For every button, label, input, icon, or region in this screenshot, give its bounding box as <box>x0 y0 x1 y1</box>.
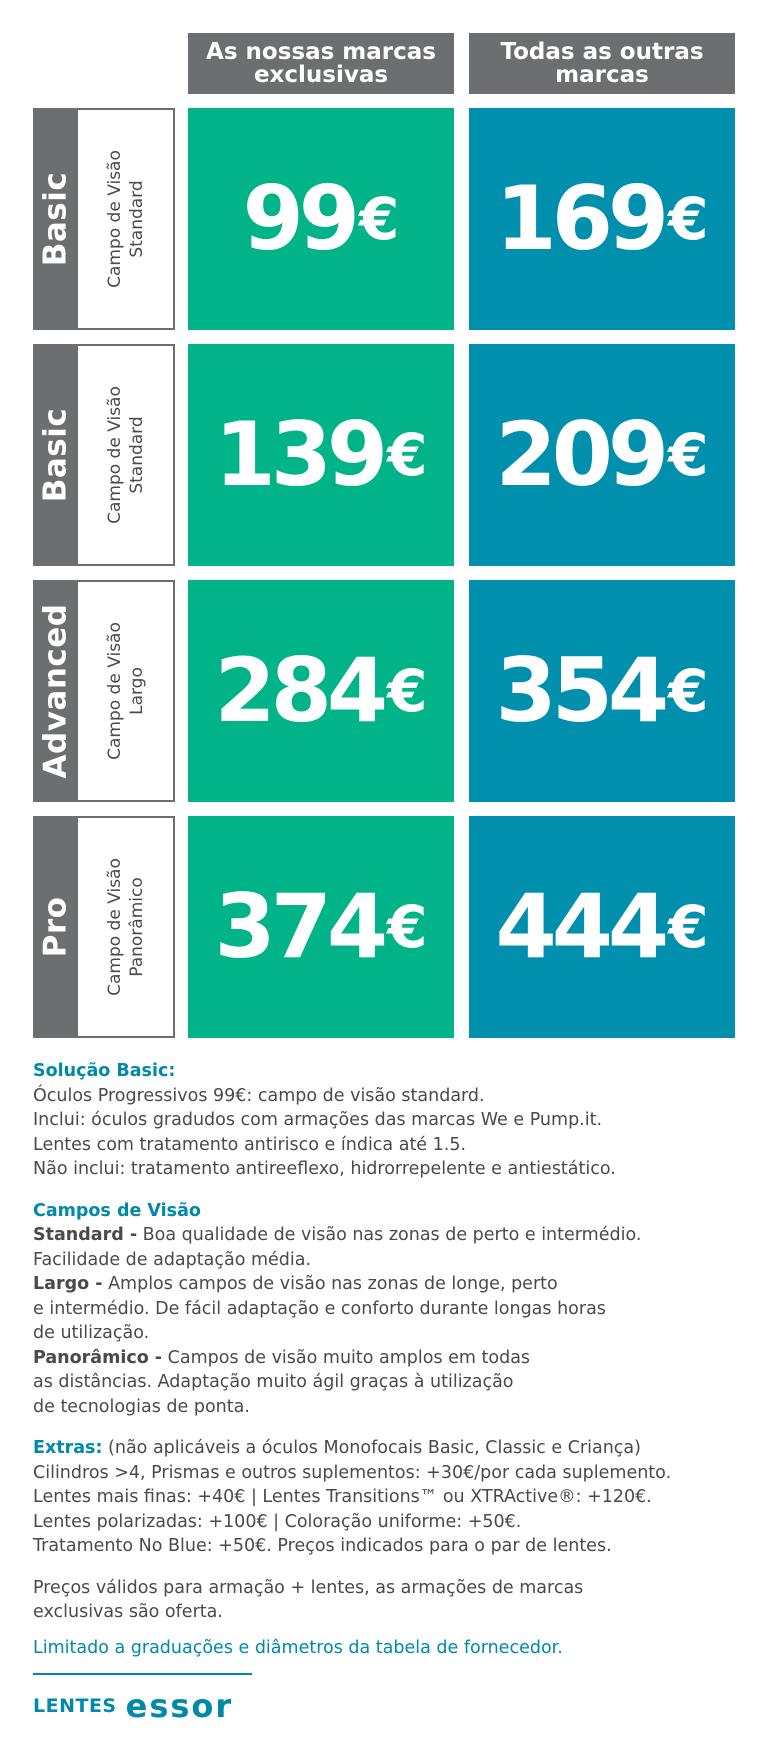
field-label <box>78 816 175 1038</box>
price-other <box>469 108 735 330</box>
header-other-line2: marcas <box>555 61 649 88</box>
logo-brand: essor <box>125 1687 234 1725</box>
price-value: 99 <box>242 167 356 270</box>
header-other-line1: Todas as outras <box>500 38 704 65</box>
largo-text-2: e intermédio. De fácil adaptação e conforto durante longas horas <box>33 1298 606 1319</box>
field-line1: Campo de Visão <box>104 150 125 288</box>
pano-text-3: de tecnologias de ponta. <box>33 1396 250 1417</box>
extras-text <box>33 1436 743 1461</box>
price-value: 354 <box>495 639 665 742</box>
basic-line: Lentes com tratamento antirisco e índica até 1.5. <box>33 1134 467 1155</box>
price-value: 444 <box>495 875 665 978</box>
currency-symbol: € <box>668 657 709 725</box>
notes-section <box>33 1059 743 1660</box>
price-row-basic-1 <box>33 108 736 330</box>
field-line2: Panorâmico <box>126 877 147 977</box>
basic-line: Não inclui: tratamento antireeflexo, hidrorrepelente e antiestático. <box>33 1159 616 1179</box>
largo-text-3: de utilização. <box>33 1323 150 1343</box>
tier-label <box>33 108 78 330</box>
price-exclusive <box>188 816 454 1038</box>
campos-title: Campos de Visão <box>33 1200 201 1221</box>
price-exclusive <box>188 580 454 802</box>
price-other <box>469 816 735 1038</box>
currency-symbol: € <box>668 893 709 961</box>
extras-line: Lentes polarizadas: +100€ | Coloração uniforme: +50€. <box>33 1511 522 1532</box>
price-row-advanced <box>33 580 736 802</box>
basic-line: Inclui: óculos gradudos com armações das marcas We e Pump.it. <box>33 1110 603 1130</box>
currency-symbol: € <box>387 893 428 961</box>
standard-desc: Boa qualidade de visão nas zonas de perto e intermédio. <box>137 1225 642 1245</box>
tier-label <box>33 344 78 566</box>
header-exclusive-line2: exclusivas <box>253 61 389 88</box>
price-value: 284 <box>214 639 384 742</box>
extras-line: Cilindros >4, Prismas e outros suplementos: +30€/por cada suplemento. <box>33 1462 672 1483</box>
tier-label <box>33 816 78 1038</box>
currency-symbol: € <box>359 185 400 253</box>
field-label <box>78 580 175 802</box>
validity-line: exclusivas são oferta. <box>33 1602 223 1622</box>
largo-text <box>33 1272 743 1297</box>
pano-text-2: as distâncias. Adaptação muito ágil graças à utilização <box>33 1372 514 1392</box>
price-row-basic-2 <box>33 344 736 566</box>
field-line2: Standard <box>126 416 147 494</box>
header-exclusive-line1: As nossas marcas <box>206 38 436 65</box>
field-label <box>78 344 175 566</box>
standard-text-2: Facilidade de adaptação média. <box>33 1249 312 1270</box>
tier-text: Basic <box>37 407 74 503</box>
brand-logo <box>33 1687 233 1725</box>
standard-label: Standard - <box>33 1225 138 1245</box>
price-value: 374 <box>214 875 384 978</box>
price-value: 209 <box>495 403 665 506</box>
logo-prefix: LENTES <box>33 1695 117 1717</box>
divider <box>33 1673 252 1675</box>
currency-symbol: € <box>387 421 428 489</box>
price-row-pro <box>33 816 736 1038</box>
field-line2: Standard <box>126 180 147 258</box>
extras-label: Extras: <box>33 1438 103 1458</box>
field-line1: Campo de Visão <box>104 622 125 760</box>
price-other <box>469 344 735 566</box>
limit-note: Limitado a graduações e diâmetros da tabela de fornecedor. <box>33 1637 563 1658</box>
field-label <box>78 108 175 330</box>
tier-label <box>33 580 78 802</box>
price-value: 139 <box>214 403 384 506</box>
tier-text: Advanced <box>37 603 74 779</box>
price-exclusive <box>188 108 454 330</box>
tier-text: Pro <box>37 896 74 958</box>
extras-line: Tratamento No Blue: +50€. Preços indicados para o par de lentes. <box>33 1536 612 1556</box>
currency-symbol: € <box>668 185 709 253</box>
header-exclusive-brands <box>188 33 454 94</box>
price-other <box>469 580 735 802</box>
currency-symbol: € <box>668 421 709 489</box>
standard-text <box>33 1223 743 1248</box>
pano-label: Panorâmico - <box>33 1347 163 1368</box>
basic-line: Óculos Progressivos 99€: campo de visão standard. <box>33 1085 485 1106</box>
pano-text <box>33 1346 743 1371</box>
validity-line: Preços válidos para armação + lentes, as armações de marcas <box>33 1577 584 1598</box>
price-value: 169 <box>495 167 665 270</box>
price-exclusive <box>188 344 454 566</box>
tier-text: Basic <box>37 171 74 267</box>
extras-line: Lentes mais finas: +40€ | Lentes Transitions™ ou XTRActive®: +120€. <box>33 1487 652 1507</box>
header-other-brands <box>469 33 735 94</box>
largo-desc: Amplos campos de visão nas zonas de longe, perto <box>102 1274 558 1294</box>
currency-symbol: € <box>387 657 428 725</box>
largo-label: Largo - <box>33 1274 103 1294</box>
field-line1: Campo de Visão <box>104 858 125 996</box>
pano-desc: Campos de visão muito amplos em todas <box>162 1347 531 1368</box>
field-line2: Largo <box>126 667 147 715</box>
basic-title: Solução Basic: <box>33 1061 176 1081</box>
field-line1: Campo de Visão <box>104 386 125 524</box>
extras-first: (não aplicáveis a óculos Monofocais Basic, Classic e Criança) <box>102 1438 641 1458</box>
